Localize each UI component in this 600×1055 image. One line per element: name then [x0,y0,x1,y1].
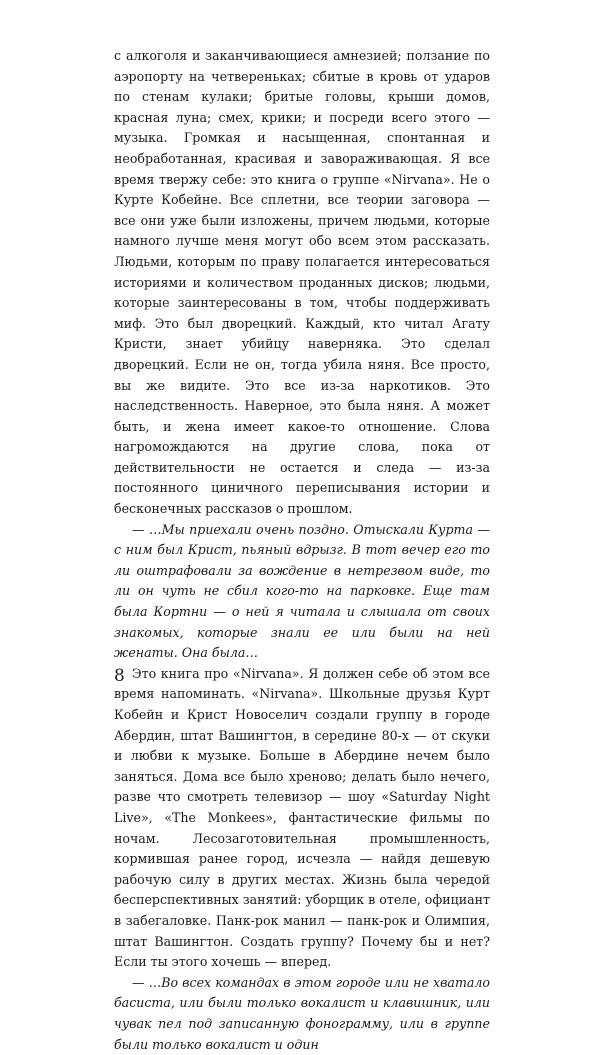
paragraph-1: с алкоголя и заканчивающиеся амнезией; ползание по аэропорту на четвереньках; сбитые в кровь от ударов по стенам кулаки; бритые головы, крыши домов, красная луна; смех, крики; и посреди всего этого — музыка. Громкая и насыщенная, спонтанная и необработанная, красивая и завораживающая. Я все время твержу себе: это книга о группе «Nirvana». Не о Курте Кобейне. Все сплетни, все теории заговора — все они уже были изложены, причем людьми, которые намного лучше меня могут обо всем этом рассказать. Людьми, которым по праву полагается интересоваться историями и количеством проданных дисков; людьми, которые заинтересованы в том, чтобы поддерживать миф. Это был дворецкий. Каждый, кто читал Агату Кристи, знает убийцу наверняка. Это сделал дворецкий. Если не он, тогда убила няня. Все просто, вы же видите. Это все из-за наркотиков. Это наследственность. Наверное, это была няня. А может быть, и жена имеет какое-то отношение. Слова нагромождаются на другие слова, пока от действительности не остается и следа — из-за постоянного циничного переписывания истории и бесконечных рассказов о прошлом. [114,48,490,517]
paragraph-3: Это книга про «Nirvana». Я должен себе об этом все время напоминать. «Nirvana». Школьные друзья Курт Кобейн и Крист Новоселич создали группу в городе Абердин, штат Вашингтон, в середине 80-х — от скуки и любви к музыке. Больше в Абердине нечем было заняться. Дома все было хреново; делать было нечего, разве что смотреть телевизор — шоу «Saturday Night Live», «The Monkees», фантастические фильмы по ночам. Лесозаготовительная промышленность, кормившая ранее город, исчезла — найдя дешевую рабочую силу в других местах. Жизнь была чередой бесперспективных занятий: уборщик в отеле, официант в забегаловке. Панк-рок манил — панк-рок и Олимпия, штат Вашингтон. Создать группу? Почему бы и нет? Если ты этого хочешь — вперед. [114,665,490,970]
page-number: 8 [114,666,125,686]
page-body [114,46,490,1055]
paragraph-2-italic-quote: — …Мы приехали очень поздно. Отыскали Курта — с ним был Крист, пьяный вдрызг. В тот вечер его то ли оштрафовали за вождение в нетрезвом виде, то ли он чуть не сбил кого-то на парковке. Еще там была Кортни — о ней я читала и слышала от своих знакомых, которые знали ее или были на ней женаты. Она была… [114,521,490,661]
paragraph-4-italic-quote: — …Во всех командах в этом городе или не хватало басиста, или были только вокалист и клавишник, или чувак пел под записанную фонограмму, или в группе были только вокалист и один [114,974,490,1052]
